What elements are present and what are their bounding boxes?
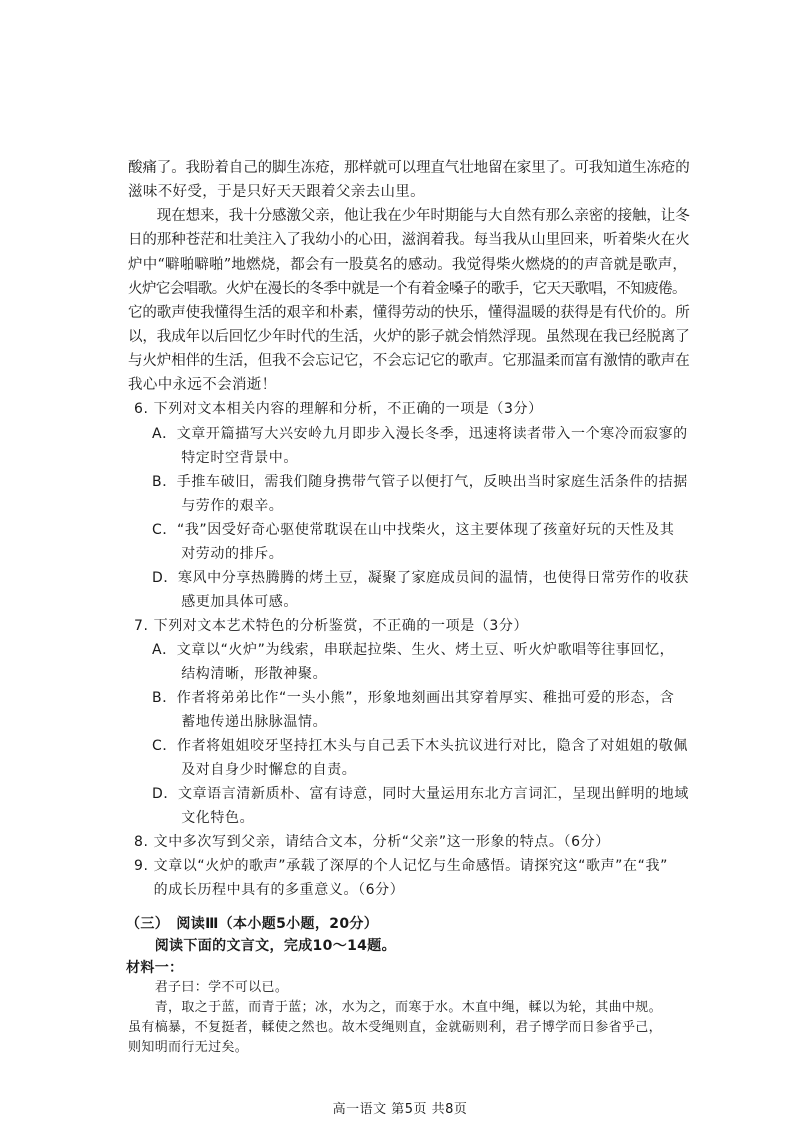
option-b: B．手推车破旧，需我们随身携带气管子以便打气，反映出当时家庭生活条件的拮据	[152, 474, 688, 490]
option-d: D．文章语言清新质朴、富有诗意，同时大量运用东北方言词汇，呈现出鲜明的地域	[152, 786, 689, 802]
classical-text-line: 君子曰：学不可以已。	[128, 980, 289, 995]
option-b-cont: 蓄地传递出脉脉温情。	[152, 714, 328, 730]
option-d-cont: 感更加具体可感。	[152, 594, 298, 610]
option-a-cont: 结构清晰，形散神聚。	[152, 666, 328, 682]
page-footer: 高一语文 第5页 共8页	[332, 1102, 468, 1117]
option-a-cont: 特定时空背景中。	[152, 450, 298, 466]
passage-line: 日的那种苍茫和壮美注入了我幼小的心田，滋润着我。每当我从山里回来，听着柴火在火	[128, 232, 690, 248]
passage-line: 它的歌声使我懂得生活的艰辛和朴素，懂得劳动的快乐，懂得温暖的获得是有代价的。所	[128, 305, 690, 321]
option-c: C．“我”因受好奇心驱使常耽误在山中找柴火，这主要体现了孩童好玩的天性及其	[152, 522, 675, 538]
passage-line: 酸痛了。我盼着自己的脚生冻疮，那样就可以理直气壮地留在家里了。可我知道生冻疮的	[128, 160, 690, 176]
option-c-cont: 及对自身少时懈怠的自责。	[152, 762, 357, 778]
passage-line: 现在想来，我十分感激父亲，他让我在少年时期能与大自然有那么亲密的接触，让冬	[128, 208, 690, 224]
question-8: 8. 文中多次写到父亲，请结合文本，分析“父亲”这一形象的特点。（6分）	[134, 834, 610, 850]
option-a: A．文章以“火炉”为线索，串联起拉柴、生火、烤土豆、听火炉歌唱等往事回忆，	[152, 642, 675, 658]
material-label: 材料一：	[126, 960, 184, 976]
section-instruction: 阅读下面的文言文，完成10～14题。	[126, 938, 396, 954]
option-c: C．作者将姐姐咬牙坚持扛木头与自己丢下木头抗议进行对比，隐含了对姐姐的敬佩	[152, 738, 688, 754]
passage-line: 以，我成年以后回忆少年时代的生活，火炉的影子就会悄然浮现。虽然现在我已经脱离了	[128, 329, 690, 345]
question-stem: 7. 下列对文本艺术特色的分析鉴赏，不正确的一项是（3分）	[134, 618, 529, 634]
section-heading: （三） 阅读Ⅲ（本小题5小题，20分）	[126, 916, 379, 932]
question-9-cont: 的成长历程中具有的多重意义。（6分）	[134, 882, 405, 898]
option-b: B．作者将弟弟比作“一头小熊”，形象地刻画出其穿着厚实、稚拙可爱的形态，含	[152, 690, 675, 706]
option-a: A．文章开篇描写大兴安岭九月即步入漫长冬季，迅速将读者带入一个寒冷而寂寥的	[152, 426, 688, 442]
passage-line: 滋味不好受，于是只好天天跟着父亲去山里。	[128, 184, 425, 200]
option-d-cont: 文化特色。	[152, 810, 255, 826]
option-c-cont: 对劳动的排斥。	[152, 546, 284, 562]
question-9: 9. 文章以“火炉的歌声”承载了深厚的个人记忆与生命感悟。请探究这“歌声”在“我”	[134, 858, 668, 874]
classical-text-line: 则知明而行无过矣。	[128, 1040, 249, 1055]
passage-line: 火炉它会唱歌。火炉在漫长的冬季中就是一个有着金嗓子的歌手，它天天歌唱，不知疲倦。	[128, 281, 686, 297]
option-d: D．寒风中分享热腾腾的烤土豆，凝聚了家庭成员间的温情，也使得日常劳作的收获	[152, 570, 689, 586]
question-stem: 6. 下列对文本相关内容的理解和分析，不正确的一项是（3分）	[134, 401, 543, 417]
passage-line: 与火炉相伴的生活，但我不会忘记它，不会忘记它的歌声。它那温柔而富有激情的歌声在	[128, 353, 690, 369]
passage-line: 炉中“噼啪噼啪”地燃烧，都会有一股莫名的感动。我觉得柴火燃烧的的声音就是歌声，	[128, 257, 688, 273]
classical-text-line: 青，取之于蓝，而青于蓝；冰，水为之，而寒于水。木直中绳，輮以为轮，其曲中规。	[128, 1000, 663, 1015]
passage-line: 我心中永远不会消逝！	[128, 377, 277, 393]
option-b-cont: 与劳作的艰辛。	[152, 498, 284, 514]
classical-text-line: 虽有槁暴，不复挺者，輮使之然也。故木受绳则直，金就砺则利，君子博学而日参省乎己，	[128, 1020, 663, 1035]
